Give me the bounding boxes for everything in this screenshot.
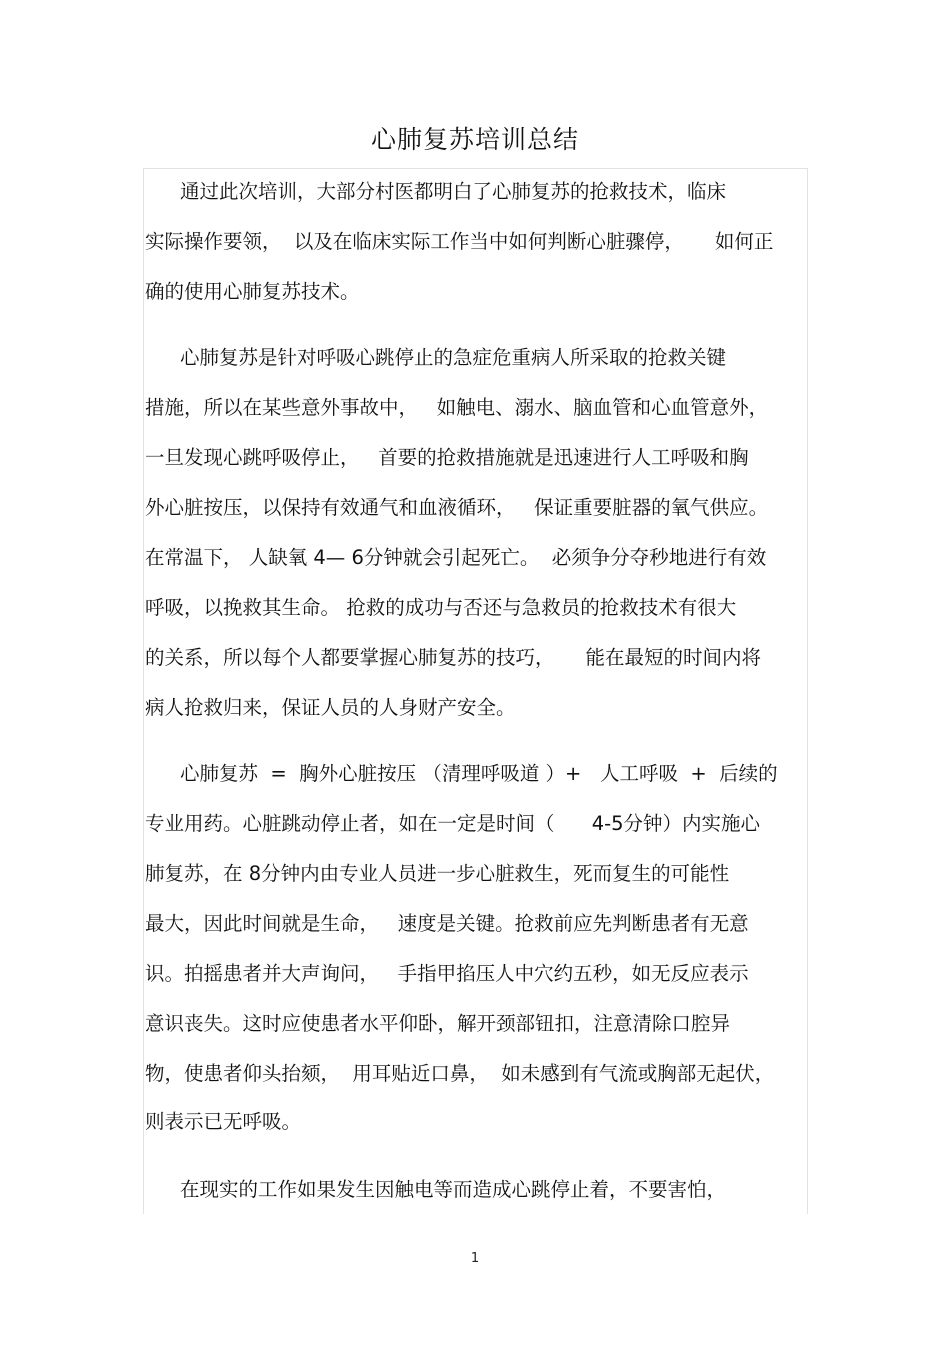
- paragraph-3-line-4: 最大，因此时间就是生命， 速度是关键。抢救前应先判断患者有无意: [145, 912, 749, 935]
- content-frame: [143, 168, 808, 1214]
- paragraph-2-line-6: 呼吸，以挽救其生命。 抢救的成功与否还与急救员的抢救技术有很大: [145, 596, 737, 619]
- paragraph-2-line-8: 病人抢救归来，保证人员的人身财产安全。: [145, 696, 516, 719]
- paragraph-2-line-7: 的关系，所以每个人都要掌握心肺复苏的技巧， 能在最短的时间内将: [145, 646, 761, 669]
- paragraph-3-line-7: 物，使患者仰头抬颏， 用耳贴近口鼻， 如未感到有气流或胸部无起伏，: [145, 1062, 775, 1085]
- paragraph-2-line-3: 一旦发现心跳呼吸停止， 首要的抢救措施就是迅速进行人工呼吸和胸: [145, 446, 749, 469]
- page-number: 1: [470, 1251, 480, 1266]
- paragraph-3-line-8: 则表示已无呼吸。: [145, 1110, 302, 1133]
- paragraph-2-line-5: 在常温下， 人缺氧 4— 6分钟就会引起死亡。 必须争分夺秒地进行有效: [145, 546, 767, 569]
- paragraph-2-line-2: 措施，所以在某些意外事故中， 如触电、溺水、脑血管和心血管意外，: [145, 396, 769, 419]
- paragraph-4-line-1: 在现实的工作如果发生因触电等而造成心跳停止着，不要害怕，: [180, 1178, 727, 1201]
- document-title: 心肺复苏培训总结: [370, 125, 579, 154]
- paragraph-3-line-5: 识。拍摇患者并大声询问， 手指甲掐压人中穴约五秒，如无反应表示: [145, 962, 749, 985]
- paragraph-2-line-1: 心肺复苏是针对呼吸心跳停止的急症危重病人所采取的抢救关键: [180, 346, 727, 369]
- paragraph-3-line-6: 意识丧失。这时应使患者水平仰卧，解开颈部钮扣，注意清除口腔异: [145, 1012, 731, 1035]
- paragraph-1-line-1: 通过此次培训，大部分村医都明白了心肺复苏的抢救技术，临床: [180, 180, 727, 203]
- paragraph-3-line-3: 肺复苏，在 8分钟内由专业人员进一步心脏救生，死而复生的可能性: [145, 862, 730, 885]
- paragraph-3-line-1: 心肺复苏 = 胸外心脏按压 （清理呼吸道 ）+ 人工呼吸 + 后续的: [180, 762, 778, 785]
- paragraph-1-line-3: 确的使用心肺复苏技术。: [145, 280, 360, 303]
- paragraph-2-line-4: 外心脏按压，以保持有效通气和血液循环， 保证重要脏器的氧气供应。: [145, 496, 769, 519]
- paragraph-1-line-2: 实际操作要领， 以及在临床实际工作当中如何判断心脏骤停， 如何正: [145, 230, 774, 253]
- paragraph-3-line-2: 专业用药。心脏跳动停止者，如在一定是时间（ 4-5分钟）内实施心: [145, 812, 761, 835]
